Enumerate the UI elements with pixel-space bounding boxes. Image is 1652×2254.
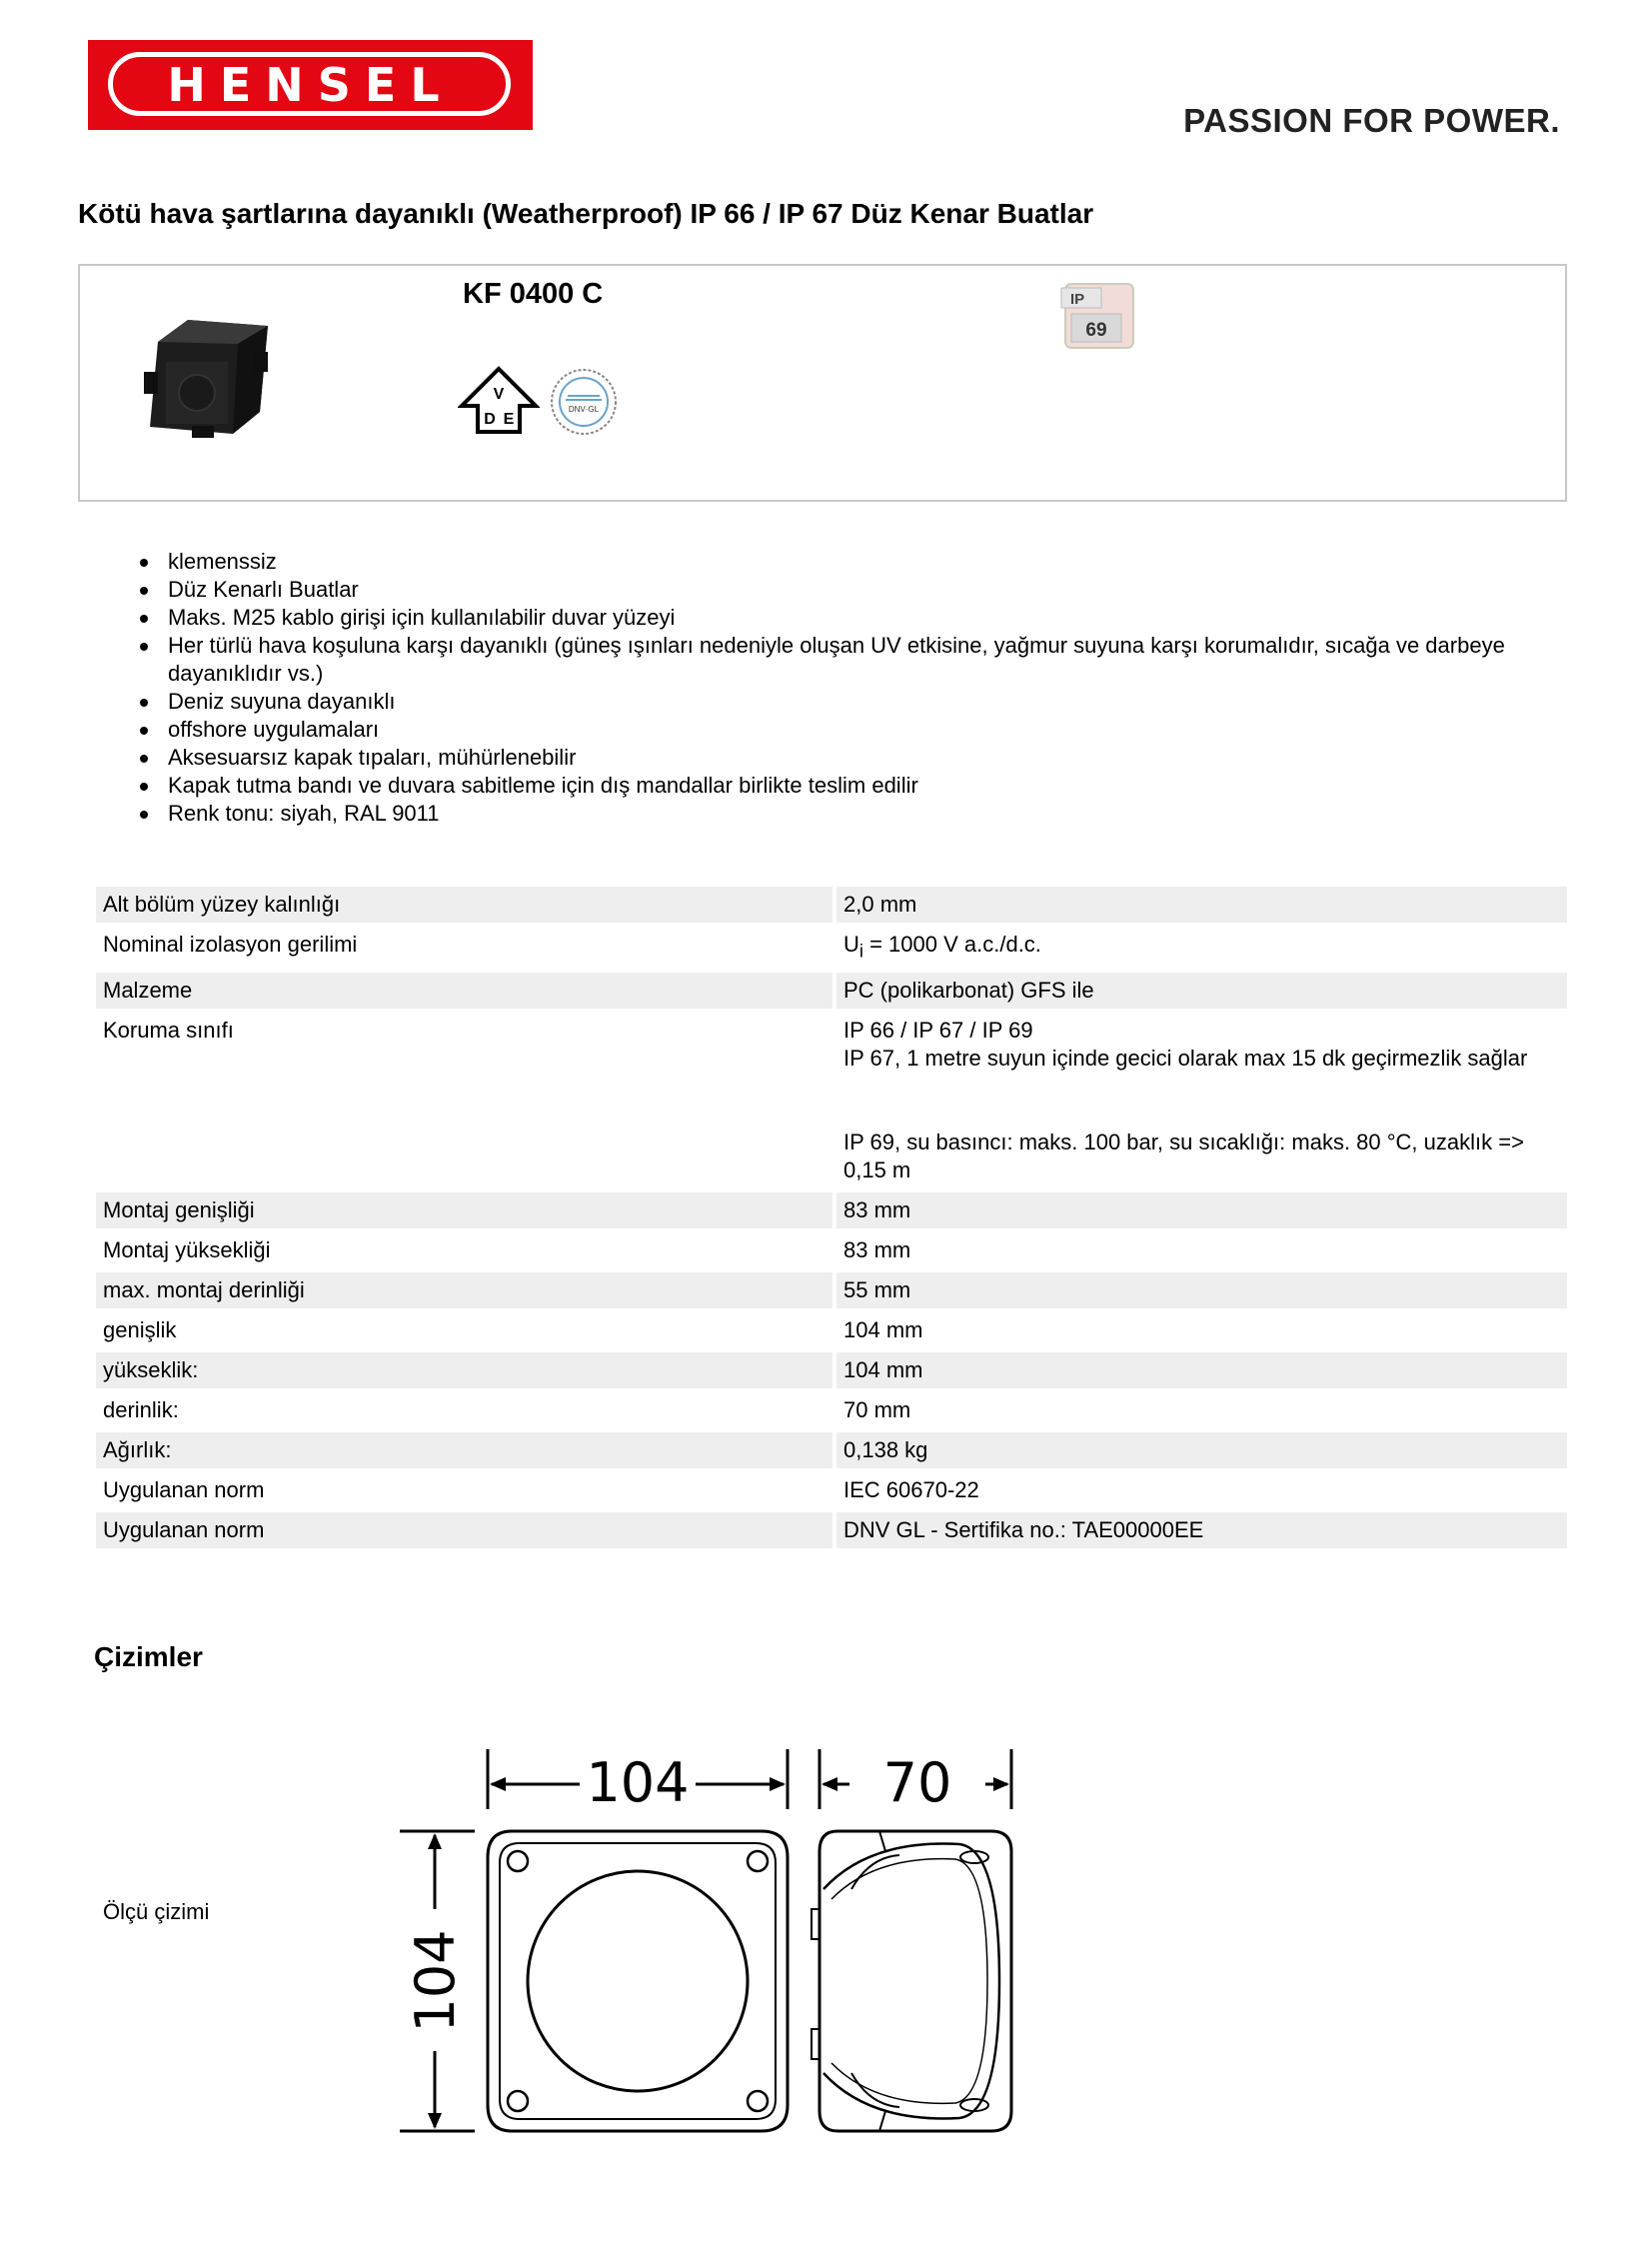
spec-value-text: = 1000 V a.c./d.c. [862, 932, 1041, 957]
spec-key: max. montaj derinliği [96, 1272, 836, 1308]
spec-value: 70 mm [843, 1397, 911, 1423]
spec-value-symbol: U [843, 932, 859, 957]
feature-list [140, 548, 1569, 828]
spec-key: Alt bölüm yüzey kalınlığı [96, 887, 836, 923]
spec-value-line: IP 69, su basıncı: maks. 100 bar, su sıcaklığı: maks. 80 °C, uzaklık => 0,15 m [843, 1129, 1524, 1183]
dnv-gl-certification-icon [548, 366, 620, 438]
vde-letter-d: D [484, 411, 496, 428]
dimension-width: 104 [586, 1751, 690, 1814]
dimension-drawing-label: Ölçü çizimi [103, 1899, 210, 1924]
spec-value-subscript: i [858, 940, 863, 962]
table-row [96, 1272, 1567, 1308]
table-row [96, 1312, 1567, 1348]
vde-certification-icon [458, 366, 540, 436]
dimension-drawing [400, 1739, 1029, 2159]
table-row [96, 1232, 1567, 1268]
hensel-logo [88, 40, 533, 130]
ip-value: 69 [1085, 320, 1107, 341]
spec-key: Malzeme [96, 973, 836, 1009]
ip-label: IP [1070, 291, 1085, 308]
spec-value: 55 mm [836, 1272, 1567, 1308]
spec-key: Montaj yüksekliği [96, 1232, 836, 1268]
table-row [96, 1432, 1567, 1468]
vde-letter-v: V [493, 386, 505, 403]
spec-key: Uygulanan norm [96, 1472, 836, 1508]
product-image [128, 312, 278, 447]
spec-value: DNV GL - Sertifika no.: TAE00000EE [836, 1512, 1567, 1548]
table-row [96, 1512, 1567, 1548]
list-item: Her türlü hava koşuluna karşı dayanıklı (güneş ışınları nedeniyle oluşan UV etkisine, yağmur suyuna karşı korumalıdır, sıcağa ve darbeye dayanıklıdır vs.) [140, 632, 1569, 688]
page-title: Kötü hava şartlarına dayanıklı (Weatherproof) IP 66 / IP 67 Düz Kenar Buatlar [78, 198, 1094, 229]
logo-text: HENSEL [167, 58, 454, 112]
spec-value: 0,138 kg [836, 1432, 1567, 1468]
product-code: KF 0400 C [463, 278, 604, 310]
table-row [96, 1392, 1567, 1428]
table-row [96, 1472, 1567, 1508]
spec-value: 2,0 mm [836, 887, 1567, 923]
spec-table [96, 883, 1567, 1552]
spec-value [836, 1013, 1567, 1188]
list-item: Kapak tutma bandı ve duvara sabitleme için dış mandallar birlikte teslim edilir [140, 772, 1569, 800]
drawings-heading: Çizimler [94, 1641, 203, 1672]
table-row [96, 1192, 1567, 1228]
dimension-height: 104 [404, 1929, 467, 2033]
spec-key: Koruma sınıfı [96, 1013, 836, 1188]
brand-slogan: PASSION FOR POWER. [1183, 102, 1560, 139]
spec-key: Nominal izolasyon gerilimi [96, 927, 836, 969]
table-row [96, 887, 1567, 923]
spec-key: Uygulanan norm [96, 1512, 836, 1548]
table-row [96, 1013, 1567, 1188]
table-row [96, 927, 1567, 969]
spec-value: PC (polikarbonat) GFS ile [836, 973, 1567, 1009]
vde-letter-e: E [503, 411, 515, 428]
list-item: Deniz suyuna dayanıklı [140, 688, 1569, 716]
spec-key: Ağırlık: [96, 1432, 836, 1468]
spec-key: Montaj genişliği [96, 1192, 836, 1228]
list-item: Maks. M25 kablo girişi için kullanılabilir duvar yüzeyi [140, 604, 1569, 632]
table-row [96, 973, 1567, 1009]
dnv-gl-text: DNV·GL [568, 405, 600, 414]
spec-value: 83 mm [836, 1192, 1567, 1228]
spec-value: IEC 60670-22 [843, 1477, 979, 1503]
list-item: Renk tonu: siyah, RAL 9011 [140, 800, 1569, 828]
list-item: offshore uygulamaları [140, 716, 1569, 744]
spec-value: 83 mm [843, 1237, 911, 1263]
spec-key: derinlik: [96, 1392, 836, 1428]
product-box [78, 264, 1567, 502]
spec-key: genişlik [96, 1312, 836, 1348]
table-row [96, 1352, 1567, 1388]
list-item: klemenssiz [140, 548, 1569, 576]
list-item: Düz Kenarlı Buatlar [140, 576, 1569, 604]
spec-value-line: IP 66 / IP 67 / IP 69 [843, 1018, 1033, 1044]
dimension-depth: 70 [882, 1751, 952, 1814]
ip69-badge-icon [1057, 280, 1137, 352]
spec-key: yükseklik: [96, 1352, 836, 1388]
spec-value [836, 927, 1567, 969]
spec-value: 104 mm [836, 1352, 1567, 1388]
spec-value-line: IP 67, 1 metre suyun içinde gecici olarak max 15 dk geçirmezlik sağlar [843, 1046, 1528, 1072]
list-item: Aksesuarsız kapak tıpaları, mühürlenebilir [140, 744, 1569, 772]
spec-value: 104 mm [843, 1317, 923, 1343]
